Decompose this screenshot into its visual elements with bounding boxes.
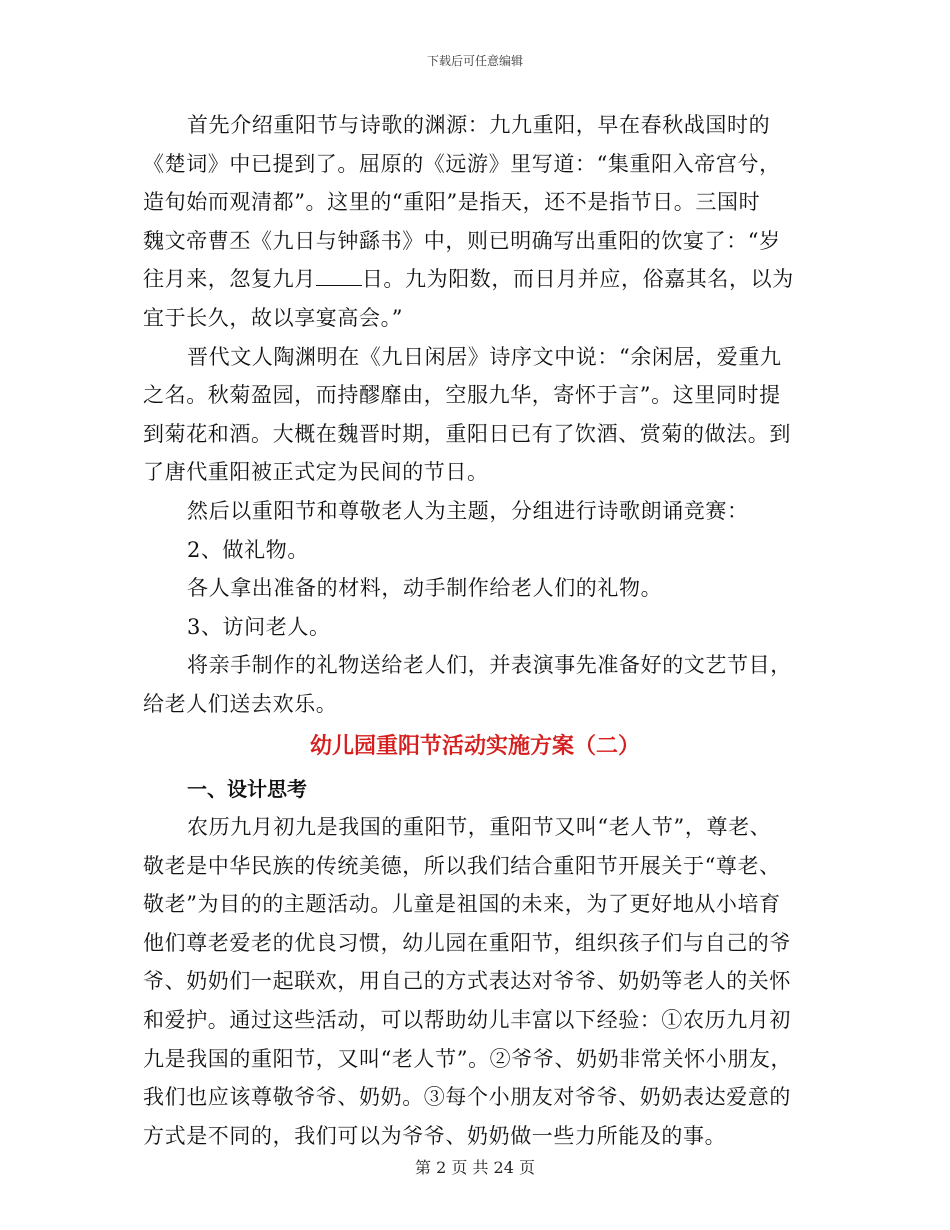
paragraph-line: 爷、奶奶们一起联欢，用自己的方式表达对爷爷、奶奶等老人的关怀 [143, 969, 791, 994]
paragraph-line: 晋代文人陶渊明在《九日闲居》诗序文中说：“余闲居，爱重九 [187, 344, 782, 369]
fill-in-blank [316, 267, 362, 286]
paragraph-line: 敬老”为目的的主题活动。儿童是祖国的未来，为了更好地从小培育 [143, 892, 781, 917]
paragraph-line: 魏文帝曹丕《九日与钟繇书》中，则已明确写出重阳的饮宴了：“岁 [143, 228, 781, 253]
paragraph-line: 我们也应该尊敬爷爷、奶奶。③每个小朋友对爷爷、奶奶表达爱意的 [143, 1085, 791, 1110]
paragraph-text: 日。九为阳数，而日月并应，俗嘉其名，以为 [361, 267, 794, 292]
paragraph-line: 给老人们送去欢乐。 [143, 691, 338, 716]
paragraph-line: 之名。秋菊盈园，而持醪靡由，空服九华，寄怀于言”。这里同时提 [143, 383, 781, 408]
paragraph-line: 《楚词》中已提到了。屈原的《远游》里写道：“集重阳入帝宫兮， [143, 151, 781, 176]
paragraph-line: 各人拿出准备的材料，动手制作给老人们的礼物。 [187, 576, 663, 601]
section-heading: 一、设计思考 [187, 776, 307, 801]
paragraph-line: 到菊花和酒。大概在魏晋时期，重阳日已有了饮酒、赏菊的做法。到 [143, 421, 791, 446]
section-title: 幼儿园重阳节活动实施方案（二） [309, 733, 640, 759]
list-item-heading: 2、做礼物。 [187, 537, 309, 562]
page-number-footer: 第 2 页 共 24 页 [415, 1158, 535, 1177]
paragraph-text: 往月来，忽复九月 [143, 267, 316, 292]
paragraph-line: 敬老是中华民族的传统美德，所以我们结合重阳节开展关于“尊老、 [143, 853, 781, 878]
paragraph-line: 造旬始而观清都”。这里的“重阳”是指天，还不是指节日。三国时 [143, 190, 761, 215]
paragraph-line: 首先介绍重阳节与诗歌的渊源：九九重阳，早在春秋战国时的 [187, 113, 771, 137]
paragraph-line: 他们尊老爱老的优良习惯，幼儿园在重阳节，组织孩子们与自己的爷 [143, 930, 791, 955]
document-body [143, 106, 807, 1155]
paragraph-line: 宜于长久，故以享宴高会。” [143, 305, 404, 330]
paragraph-line: 和爱护。通过这些活动，可以帮助幼儿丰富以下经验：①农历九月初 [143, 1008, 791, 1033]
paragraph-line: 了唐代重阳被正式定为民间的节日。 [143, 460, 489, 485]
paragraph-line: 然后以重阳节和尊敬老人为主题，分组进行诗歌朗诵竞赛： [187, 498, 749, 523]
paragraph-line [143, 260, 807, 299]
list-item-heading: 3、访问老人。 [187, 614, 331, 639]
paragraph-line: 将亲手制作的礼物送给老人们，并表演事先准备好的文艺节目， [187, 653, 792, 678]
paragraph-line: 方式是不同的，我们可以为爷爷、奶奶做一些力所能及的事。 [143, 1123, 727, 1148]
paragraph-line: 九是我国的重阳节，又叫“老人节”。②爷爷、奶奶非常关怀小朋友， [143, 1046, 793, 1071]
header-note: 下载后可任意编辑 [426, 54, 523, 68]
paragraph-line: 农历九月初九是我国的重阳节，重阳节又叫“老人节”，尊老、 [187, 815, 772, 840]
